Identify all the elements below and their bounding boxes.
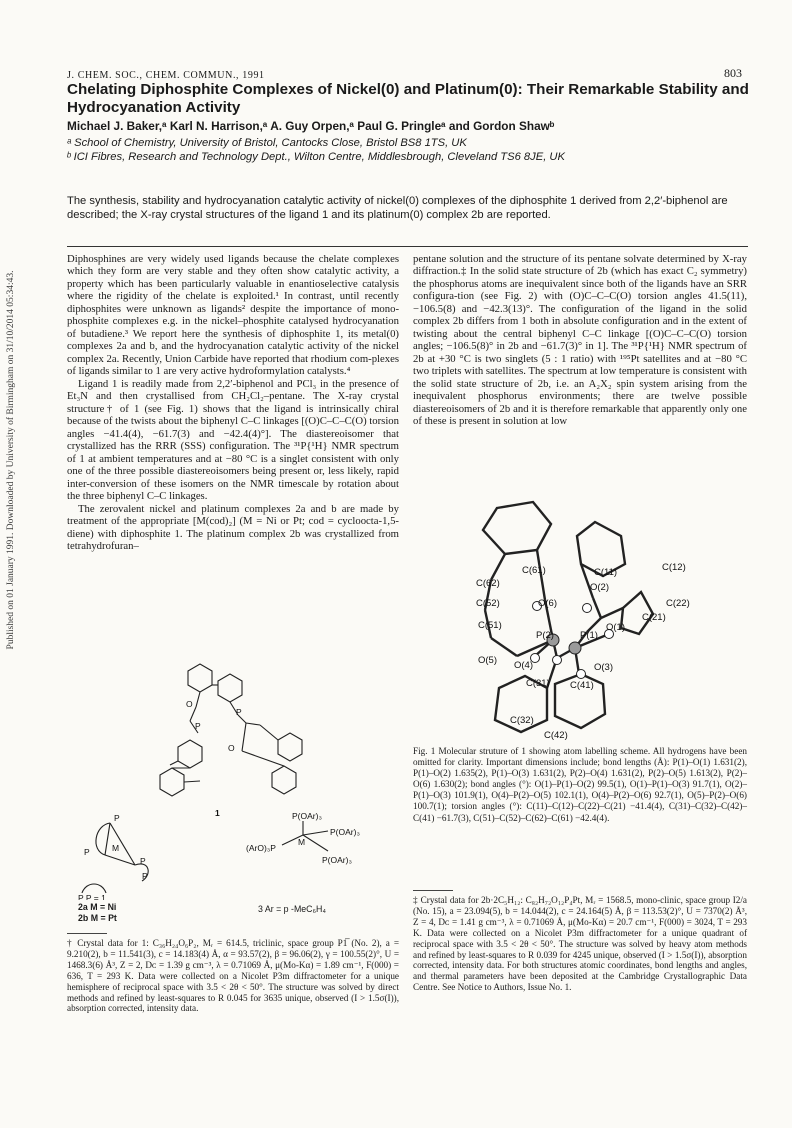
compound-2a-label: 2a M = Ni bbox=[78, 902, 117, 912]
footnote-double-dagger: ‡ Crystal data for 2b·2C₅H₁₂: C₈₂H₇₂O₁₂P₄Pt, Mᵣ = 1568.5, mono-clinic, space group I2/a (No. 15), a = 23.094(5), b = 14.044(2), c = 24.164(5) Å, β = 113.53(2)°, U = 7370(2) Å³, Z = 4, Dᴄ = 1.41 g cm⁻³, λ = 0.71069 Å, μ(Mo-Kα) = 20.7 cm⁻¹, F(000) = 3024, T = 293 K. Data were collected on a Nicolet P3m diffractometer for a unique quadrant of reciprocal space with 3.5 < 2θ < 50°. The structure was solved by heavy atom methods and refined by least-squares to R 0.039 for 4245 unique, observed (I > 1.5σ(I)), absorption corrected, intensity data. For both structures atomic coordinates, bond lengths and angles, and thermal parameters have been deposited at the Cambridge Crystallographic Data Centre. See Notice to Authors, Issue No. 1. bbox=[413, 895, 747, 993]
atom-label: O(3) bbox=[594, 662, 613, 673]
O3-atom bbox=[577, 670, 586, 679]
header-rule bbox=[67, 246, 748, 247]
ring bbox=[178, 740, 202, 768]
P1-atom bbox=[569, 642, 581, 654]
ring bbox=[188, 664, 212, 692]
tris-P-bottom: P(OAr)₃ bbox=[322, 855, 352, 865]
ring-P-label: P bbox=[195, 721, 201, 731]
atom-label: C(31) bbox=[526, 678, 550, 689]
chelate-legend: P P = 1 bbox=[78, 893, 106, 900]
paragraph: Ligand 1 is readily made from 2,2′-biphenol and PCl₃ in the presence of Et₃N and then crystallised from CH₂Cl₂–pentane. The X-ray crystal structure† of 1 (see Fig. 1) shows that the ligand is intrinsically chiral because of the twists about the biphenyl C–C linkages [(O)C–C–C(O) torsion angles −41.4(4), −61.7(3) and −42.4(4)°]. The diastereoisomer that crystallized has the RRR (SSS) configuration. The ³¹P{¹H} NMR spectrum of 1 at ambient temperatures and at −80 °C is a singlet consistent with only one of the three possible diastereoisomers being present or, less likely, rapid inter-conversion of these isomers on the NMR timescale by rotation about the three biphenyl C–C linkages. bbox=[67, 377, 399, 503]
page-number: 803 bbox=[724, 66, 742, 80]
atom-label: C(51) bbox=[478, 620, 502, 631]
paragraph: Diphosphines are very widely used ligands because the chelate complexes which they form are very stable and they often show catalytic activity, a property which has been particularly valuable in enantioselective catalysis where the rigidity of the chelate is exploited.¹ In contrast, until recently diphosphites were unknown as ligands² despite the importance of mono-phosphite complexes e.g. in the nickel–phosphite catalysed hydrocyanation of butadiene.³ We report here the synthesis of diphosphite 1, its metal(0) complexes 2a and b, and the hydrocyanation catalytic activity of the nickel complex 2a. Recently, Union Carbide have reported that rhodium com-plexes of ligands similar to 1 are very active hydroformylation catalysts.⁴ bbox=[67, 253, 399, 378]
atom-label: O(4) bbox=[514, 660, 533, 671]
ring bbox=[160, 768, 184, 796]
affiliation-a: ᵃ School of Chemistry, University of Bristol, Cantocks Close, Bristol BS8 1TS, UK bbox=[67, 137, 467, 149]
paragraph: The zerovalent nickel and platinum complexes 2a and b are made by treatment of the appropriate [M(cod)₂] (M = Ni or Pt; cod = cycloocta-1,5-diene) with diphosphite 1. The platinum complex 2b was crystallized from tetrahydrofuran– bbox=[67, 502, 399, 553]
footnote-rule bbox=[67, 933, 107, 934]
download-watermark bbox=[0, 240, 22, 680]
atom-label: C(52) bbox=[476, 598, 500, 609]
atom-label: P(2) bbox=[536, 630, 554, 641]
chelate-P-left: P bbox=[84, 847, 90, 857]
atom-label: C(12) bbox=[662, 562, 686, 573]
compound-1-label: 1 bbox=[215, 808, 220, 818]
chelate-P-right: P bbox=[140, 856, 146, 866]
atom-label: C(21) bbox=[642, 612, 666, 623]
chelate-P-bottom: P bbox=[142, 871, 148, 881]
phenyl-ring bbox=[483, 502, 551, 554]
download-note: Published on 01 January 1991. Downloaded by University of Birmingham on 31/10/2014 05:34:43. bbox=[6, 270, 16, 650]
compound-2b-label: 2b M = Pt bbox=[78, 913, 117, 923]
ring bbox=[272, 766, 296, 794]
ring bbox=[278, 733, 302, 761]
running-header: J. CHEM. SOC., CHEM. COMMUN., 1991 bbox=[67, 70, 265, 81]
tris-P-left: (ArO)₃P bbox=[246, 843, 276, 853]
tris-P-top: P(OAr)₃ bbox=[292, 811, 322, 821]
atom-label: C(32) bbox=[510, 715, 534, 726]
ligand-structure-drawing bbox=[60, 655, 405, 900]
O2-atom bbox=[583, 604, 592, 613]
article-title: Chelating Diphosphite Complexes of Nickel(0) and Platinum(0): Their Remarkable Stability and Hydrocyanation Activity bbox=[67, 81, 749, 116]
atom-label: C(41) bbox=[570, 680, 594, 691]
atom-label: C(11) bbox=[594, 567, 618, 578]
ring bbox=[218, 674, 242, 702]
molecular-structure-drawing bbox=[425, 488, 675, 743]
atom-label: O(6) bbox=[538, 598, 557, 609]
paragraph: pentane solution and the structure of its pentane solvate determined by X-ray diffraction.‡ In the solid state structure of 2b (which has exact C₂ symmetry) the phosphorus atoms are inequivalent since both of the ligands have an SRR configura-tion (see Fig. 2) with (O)C–C–C(O) torsion angles 41.5(11), −106.5(8) and −42.3(13)°. The configuration of the ligand in the solid complex 2b differs from 1 both in absolute configuration and in the extent of twisting about the central biphenyl C–C linkage [(O)C–C–C(O) torsion angles; −106.5(8)° in 2b and −61.7(3)° in 1]. The ³¹P{¹H} NMR spectrum of 2b at +30 °C is two singlets (5 : 1 ratio) with ¹⁹⁵Pt satellites and at −80 °C two triplets with satellites. The spectrum at low temperature is consistent with the solid state structure of 2b, i.e. an A₂X₂ spin system arising from the inequivalent phosphorus environments; there are twelve possible diastereoisomers of 2b and it is therefore remarkable that apparently only one of these is present in solution at low bbox=[413, 253, 747, 428]
footnote-rule bbox=[413, 890, 453, 891]
O4-atom bbox=[553, 656, 562, 665]
abstract: The synthesis, stability and hydrocyanation catalytic activity of nickel(0) complexes of the diphosphite 1 derived from 2,2′-biphenol are described; the X-ray crystal structures of the ligand 1 and its platinum(0) complex 2b are reported. bbox=[67, 195, 728, 221]
atom-label: O(1) bbox=[606, 622, 625, 633]
ring-O-label: O bbox=[228, 743, 235, 753]
left-column bbox=[67, 253, 399, 553]
atom-label: C(62) bbox=[476, 578, 500, 589]
chelate-P-top: P bbox=[114, 813, 120, 823]
ring-O-label: O bbox=[186, 699, 193, 709]
tris-M: M bbox=[298, 837, 306, 847]
chelate-M: M bbox=[112, 843, 120, 853]
tris-P-right: P(OAr)₃ bbox=[330, 827, 360, 837]
author-list: Michael J. Baker,ᵃ Karl N. Harrison,ᵃ A. Guy Orpen,ᵃ Paul G. Pringleᵃ and Gordon Shawᵇ bbox=[67, 119, 555, 133]
ring-P-label: P bbox=[236, 707, 242, 717]
figure-1-caption: Fig. 1 Molecular struture of 1 showing atom labelling scheme. All hydrogens have been omitted for clarity. Important dimensions include; bond lengths (Å): P(1)–O(1) 1.631(2), P(1)–O(2) 1.635(2), P(1)–O(3) 1.631(2), P(2)–O(4) 1.631(2), P(2)–O(5) 1.613(2), P(2)–O(6) 1.630(2); bond angles (°): O(1)–P(1)–O(2) 99.5(1), O(1)–P(1)–O(3) 91.7(1), O(2)–P(1)–O(3) 101.9(1), O(4)–P(2)–O(5) 102.1(1), O(4)–P(2)–O(6) 92.7(1), O(5)–P(2)–O(6) 100.7(1); torsion angles (°): C(11)–C(12)–C(22)–C(21) −41.4(4), C(31)–C(32)–C(42)–C(41) −61.7(3), C(51)–C(52)–C(62)–C(61) −42.4(4). bbox=[413, 746, 747, 823]
atom-label: C(22) bbox=[666, 598, 690, 609]
atom-label: C(42) bbox=[544, 730, 568, 741]
atom-label: P(1) bbox=[580, 630, 598, 641]
footnote-dagger: † Crystal data for 1: C₃₆H₂₄O₆P₂, Mᵣ = 614.5, triclinic, space group P1̅ (No. 2), a = 9.210(2), b = 11.541(3), c = 14.183(4) Å, α = 93.57(2), β = 96.06(2), γ = 100.55(2)°, U = 1468.3(6) Å³, Z = 2, Dᴄ = 1.39 g cm⁻³, λ = 0.71069 Å, μ(Mo-Kα) = 1.89 cm⁻¹, F(000) = 636, T = 293 K. Data were collected on a Nicolet P3m diffractometer for a unique hemisphere of reciprocal space with 3.5 < 2θ < 50°. The structure was solved by direct methods and refined by least-squares to R 0.045 for 3635 unique, observed (I > 1.5σ(I)), absorption corrected, intensity data. bbox=[67, 938, 399, 1014]
compound-3-label: 3 Ar = p -MeC₆H₄ bbox=[258, 904, 327, 914]
atom-label: O(2) bbox=[590, 582, 609, 593]
atom-label: O(5) bbox=[478, 655, 497, 666]
right-column bbox=[413, 253, 747, 428]
atom-label: C(61) bbox=[522, 565, 546, 576]
affiliation-b: ᵇ ICI Fibres, Research and Technology Dept., Wilton Centre, Middlesbrough, Cleveland TS6 8JE, UK bbox=[67, 151, 565, 163]
